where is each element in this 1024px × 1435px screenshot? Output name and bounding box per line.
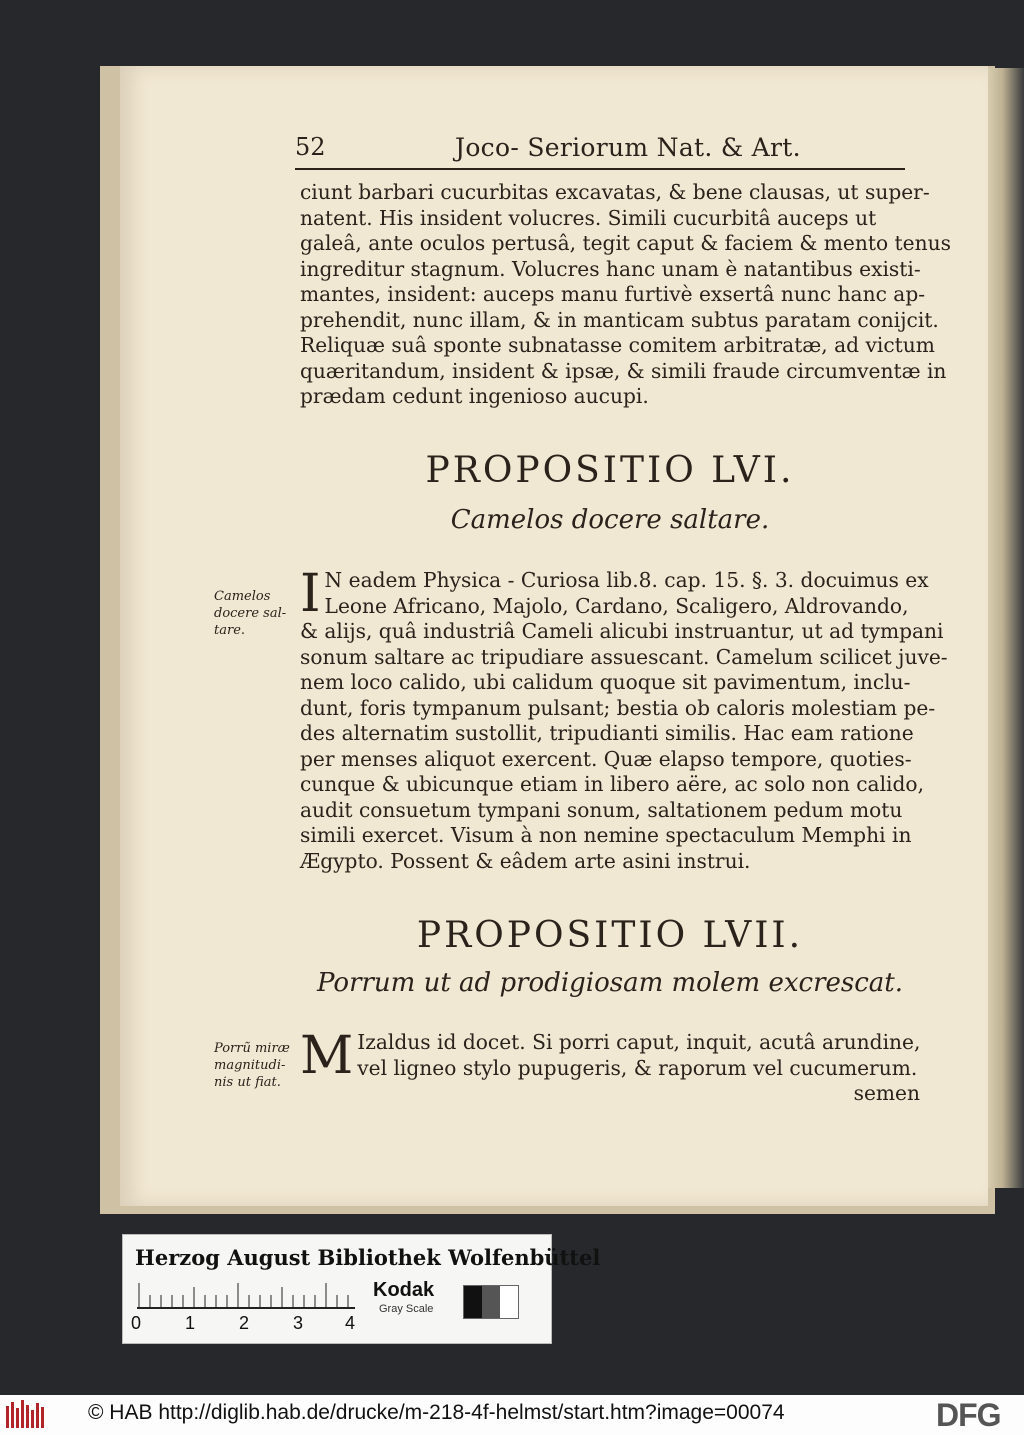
- dropcap: I: [300, 564, 321, 624]
- text-line: audit consuetum tympani sonum, saltationem pedum motu: [300, 797, 903, 822]
- ruler-number: 0: [131, 1313, 142, 1333]
- section-heading-lvi: PROPOSITIO LVI.: [425, 450, 795, 491]
- intro-paragraph: [300, 180, 951, 410]
- text-line: des alternatim sustollit, tripudianti similis. Hac eam ratione: [300, 721, 914, 745]
- text-line: ingreditur stagnum. Volucres hanc unam è natantibus existi-: [300, 256, 921, 281]
- ruler-icon: [137, 1283, 357, 1309]
- gray-scale-swatches: [463, 1285, 519, 1319]
- text-line: prehendit, nunc illam, & in manticam subtus paratam conijcit.: [300, 307, 939, 332]
- section-heading-lvii: PROPOSITIO LVII.: [416, 915, 804, 956]
- margin-note-line: nis ut fiat.: [214, 1075, 281, 1090]
- margin-note-line: Porrũ miræ: [214, 1041, 290, 1056]
- ruler-baseline: [137, 1307, 355, 1309]
- margin-note-line: Camelos: [214, 589, 271, 604]
- text-line: Ægypto. Possent & eâdem arte asini instrui.: [300, 848, 751, 873]
- text-line: ciunt barbari cucurbitas excavatas, & bene clausas, ut super-: [300, 180, 930, 204]
- hab-logo-icon: [6, 1400, 48, 1430]
- swatch: [500, 1286, 518, 1318]
- text-line: simili exercet. Visum à non nemine spectaculum Memphi in: [300, 823, 912, 847]
- text-line: per menses aliquot exercent. Quæ elapso tempore, quoties-: [300, 746, 912, 771]
- margin-note-line: tare.: [214, 623, 246, 638]
- text-line: mantes, insident: auceps manu furtivè exsertâ nunc hanc ap-: [300, 282, 926, 306]
- page-edge: [988, 68, 1024, 1188]
- footer-copyright-url: © HAB http://diglib.hab.de/drucke/m-218-4f-helmst/start.htm?image=00074: [88, 1401, 785, 1424]
- ruler-number: 2: [239, 1313, 250, 1333]
- text-line: & alijs, quâ industriâ Cameli alicubi instruantur, ut ad tympani: [300, 619, 944, 643]
- text-line: natent. His insident volucres. Simili cucurbitâ auceps ut: [300, 205, 877, 230]
- section-subheading-lvii: Porrum ut ad prodigiosam molem excrescat.: [316, 968, 903, 998]
- text-line: Reliquæ suâ sponte subnatasse comitem arbitratæ, ad victum: [300, 333, 935, 357]
- header-rule: [295, 168, 905, 170]
- margin-note-line: magnitudi-: [214, 1058, 286, 1073]
- text-line: vel ligneo stylo pupugeris, & raporum vel cucumerum.: [357, 1055, 918, 1080]
- section-lvii-body: [300, 1026, 921, 1107]
- margin-note-porrum: [214, 1040, 294, 1091]
- text-line: sonum saltare ac tripudiare assuescant. Camelum scilicet juve-: [300, 644, 948, 669]
- color-target-card: [122, 1234, 601, 1344]
- swatch: [482, 1286, 500, 1318]
- page-number: 52: [295, 133, 326, 161]
- library-name: Herzog August Bibliothek Wolfenbüttel: [135, 1245, 601, 1270]
- section-lvi-body: [300, 564, 948, 874]
- footer-bar: [0, 1395, 1024, 1435]
- text-line: dunt, foris tympanum pulsant; bestia ob caloris molestiam pe-: [300, 695, 936, 720]
- text-line: Leone Africano, Majolo, Cardano, Scaligero, Aldrovando,: [324, 593, 909, 618]
- section-subheading-lvi: Camelos docere saltare.: [450, 505, 770, 535]
- text-line: quæritandum, insident & ipsæ, & simili fraude circumventæ in: [300, 358, 947, 383]
- ruler-number: 3: [293, 1313, 304, 1333]
- ruler-number: 4: [345, 1313, 356, 1333]
- text-line: prædam cedunt ingenioso aucupi.: [300, 384, 649, 408]
- kodak-subtitle: Gray Scale: [379, 1303, 434, 1315]
- margin-note-line: docere sal-: [214, 606, 287, 621]
- text-line: galeâ, ante oculos pertusâ, tegit caput & faciem & mento tenus: [300, 231, 951, 255]
- dropcap: M: [300, 1026, 354, 1086]
- text-line: nem loco calido, ubi calidum quoque sit pavimentum, inclu-: [300, 670, 911, 694]
- kodak-logo: Kodak: [373, 1279, 435, 1301]
- text-line: cunque & ubicunque etiam in libero aëre, ac solo non calido,: [300, 772, 924, 796]
- swatch: [464, 1286, 482, 1318]
- dfg-logo: DFG: [936, 1397, 1001, 1433]
- text-line: N eadem Physica - Curiosa lib.8. cap. 15. §. 3. docuimus ex: [324, 568, 929, 592]
- text-line: Izaldus id docet. Si porri caput, inquit, acutâ arundine,: [357, 1030, 921, 1054]
- running-title: Joco- Seriorum Nat. & Art.: [455, 133, 801, 162]
- margin-note-camelos: [214, 588, 294, 639]
- ruler-number: 1: [185, 1313, 196, 1333]
- page-header: [295, 133, 905, 173]
- catchword: semen: [853, 1081, 920, 1105]
